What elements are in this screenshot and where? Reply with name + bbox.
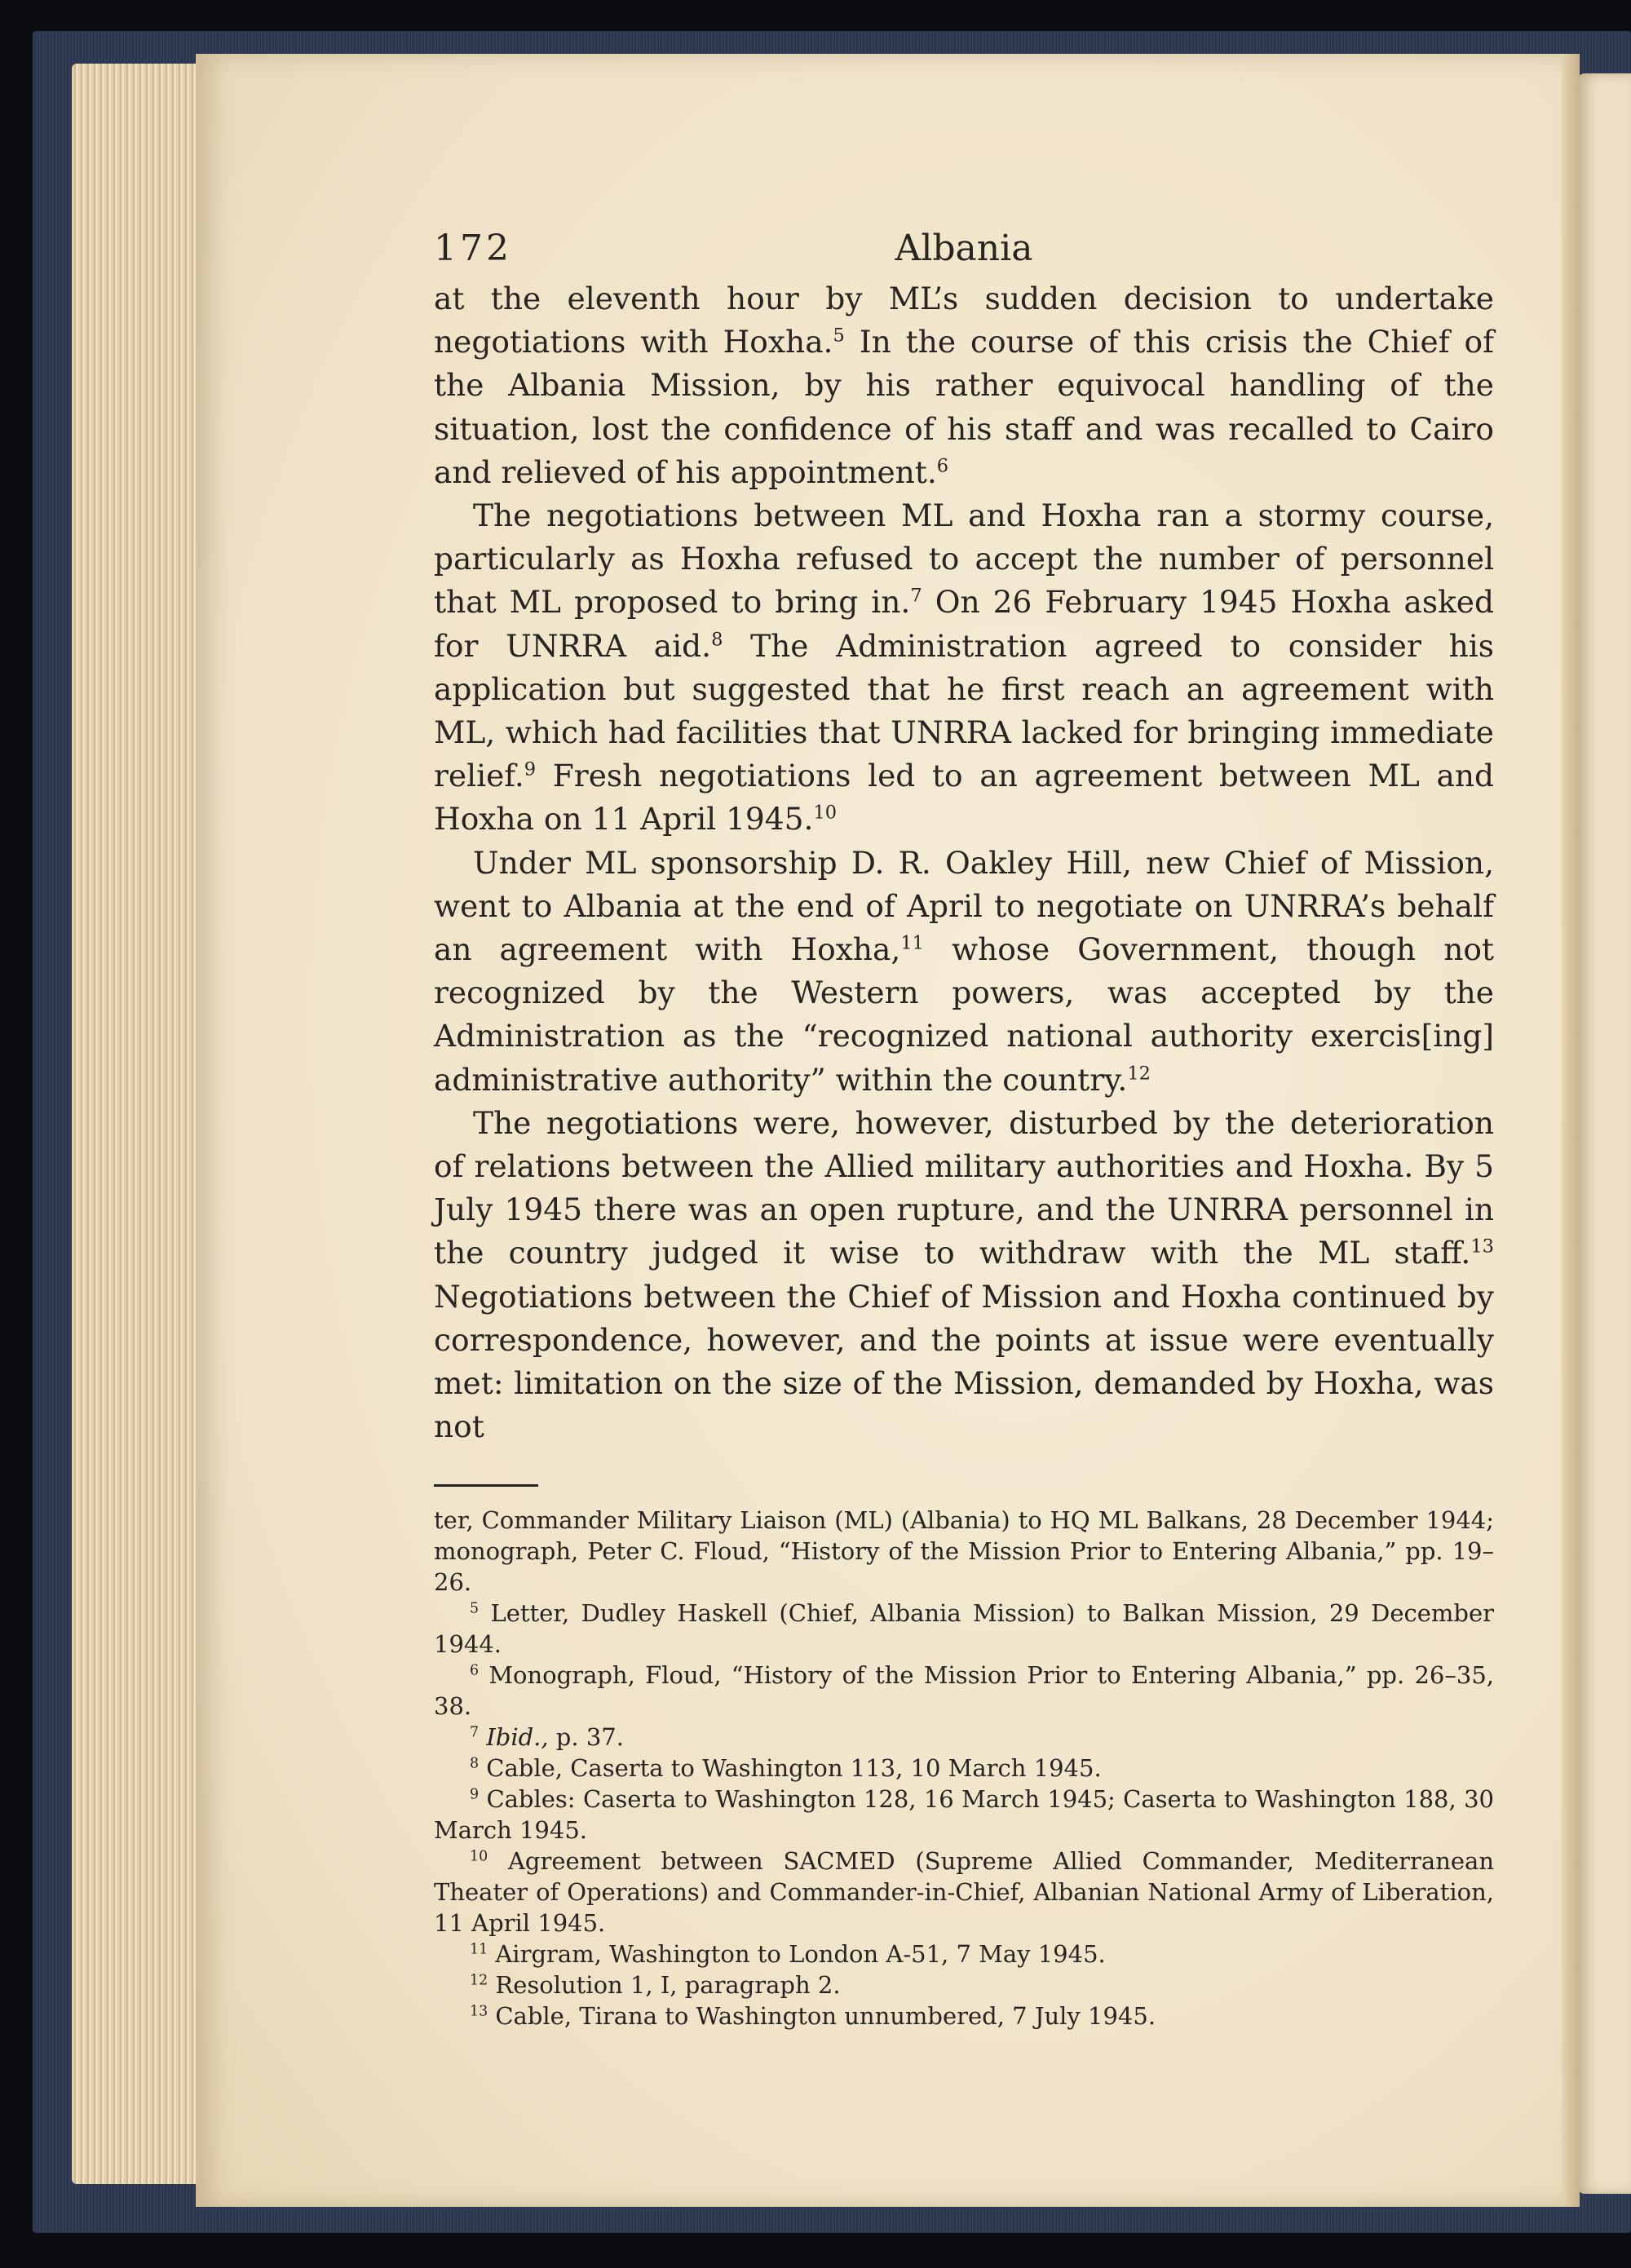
text-run: Cable, Tirana to Washington unnumbered, 7 July 1945. [488,2002,1156,2031]
facing-page-edge [1578,73,1631,2194]
text-run: On 26 February 1945 Hoxha asked for UNRRA aid. [434,584,1494,664]
footnote-marker: 12 [470,1972,488,1989]
text-run: whose Government, though not recognized by the Western powers, was accepted by the Administration as the “recognized national authority exercis[ing] administrative authority” within the country. [434,931,1495,1098]
text-run: The negotiations were, however, disturbed by the deterioration of relations between the Allied military authorities and Hoxha. By 5 July 1945 there was an open rupture, and the UNRRA personnel in the country judged it wise to withdraw with the ML staff. [434,1104,1494,1271]
footnote-marker: 11 [470,1941,488,1958]
text-run: Airgram, Washington to London A-51, 7 May 1945. [488,1940,1106,1969]
book-gutter [1562,54,1580,2207]
footnote-marker: 10 [813,802,838,824]
footnote-marker: 13 [1470,1236,1494,1258]
footnote-marker: 9 [524,758,537,780]
running-title: Albania [895,228,1033,269]
footnote [434,1970,1494,2001]
footnote-marker: 8 [470,1755,480,1772]
text-run: Cable, Caserta to Washington 113, 10 March 1945. [479,1754,1102,1783]
text-run: The negotiations between ML and Hoxha ran a stormy course, particularly as Hoxha refused to accept the number of personnel that ML proposed to bring in. [434,497,1494,621]
footnote-marker: 8 [711,629,723,651]
footnote-marker: 11 [900,932,924,954]
footnote [434,1784,1494,1846]
footnote [434,1753,1494,1784]
footnote-marker: 6 [936,455,949,477]
body-text [434,277,1494,1448]
body-paragraph [434,1102,1494,1449]
footnote-rule [434,1484,538,1487]
text-run: In the course of this crisis the Chief of the Albania Mission, by his rather equivocal handling of the situation, lost the confidence of his staff and was recalled to Cairo and relieved of his appointment. [434,324,1494,490]
text-run: Fresh negotiations led to an agreement between ML and Hoxha on 11 April 1945. [434,758,1494,838]
footnote-marker: 6 [470,1662,480,1679]
footnote-marker: 5 [470,1600,480,1617]
text-run: Letter, Dudley Haskell (Chief, Albania Mission) to Balkan Mission, 29 December 1944. [434,1599,1494,1659]
text-run: Monograph, Floud, “History of the Mission Prior to Entering Albania,” pp. 26–35, 38. [434,1661,1494,1721]
running-header [434,220,1494,277]
page-number: 172 [434,228,512,269]
text-run: Cables: Caserta to Washington 128, 16 March 1945; Caserta to Washington 188, 30 March 1945. [434,1785,1494,1845]
italic-text: Ibid., [479,1723,549,1752]
footnote-marker: 7 [470,1724,480,1741]
footnote-marker: 10 [470,1848,488,1865]
footnote [434,1846,1494,1939]
body-paragraph [434,842,1494,1102]
page-content [434,220,1494,2031]
footnotes [434,1505,1494,2031]
footnote-marker: 12 [1127,1063,1151,1085]
text-run: The Administration agreed to consider his application but suggested that he first reach an agreement with ML, which had facilities that UNRRA lacked for bringing immediate relief. [434,627,1495,794]
footnote [434,2001,1494,2031]
body-paragraph [434,277,1494,494]
page-edges [72,64,210,2184]
footnote [434,1939,1494,1970]
footnote [434,1660,1494,1722]
footnote-marker: 7 [910,585,922,607]
footnote-marker: 5 [833,325,845,347]
text-run: Agreement between SACMED (Supreme Allied Commander, Mediterranean Theater of Operations) and Commander-in-Chief, Albanian National Army of Liberation, 11 April 1945. [434,1847,1494,1938]
footnote-marker: 13 [470,2003,488,2020]
text-run: at the eleventh hour by ML’s sudden decision to undertake negotiations with Hoxha. [434,281,1494,360]
text-run: Under ML sponsorship D. R. Oakley Hill, new Chief of Mission, went to Albania at the end of April to negotiate on UNRRA’s behalf an agreement with Hoxha, [434,844,1494,968]
text-run: ter, Commander Military Liaison (ML) (Albania) to HQ ML Balkans, 28 December 1944; monograph, Peter C. Floud, “History of the Mission Prior to Entering Albania,” pp. 19–26. [434,1506,1494,1597]
text-run: Negotiations between the Chief of Mission and Hoxha continued by correspondence, however, and the points at issue were eventually met: limitation on the size of the Mission, demanded by Hoxha, was not [434,1278,1494,1445]
footnote [434,1722,1494,1753]
footnote [434,1598,1494,1660]
text-run: p. 37. [548,1723,624,1752]
footnote [434,1505,1494,1598]
text-run: Resolution 1, I, paragraph 2. [488,1971,841,2000]
footnote-marker: 9 [470,1786,480,1803]
body-paragraph [434,494,1494,842]
